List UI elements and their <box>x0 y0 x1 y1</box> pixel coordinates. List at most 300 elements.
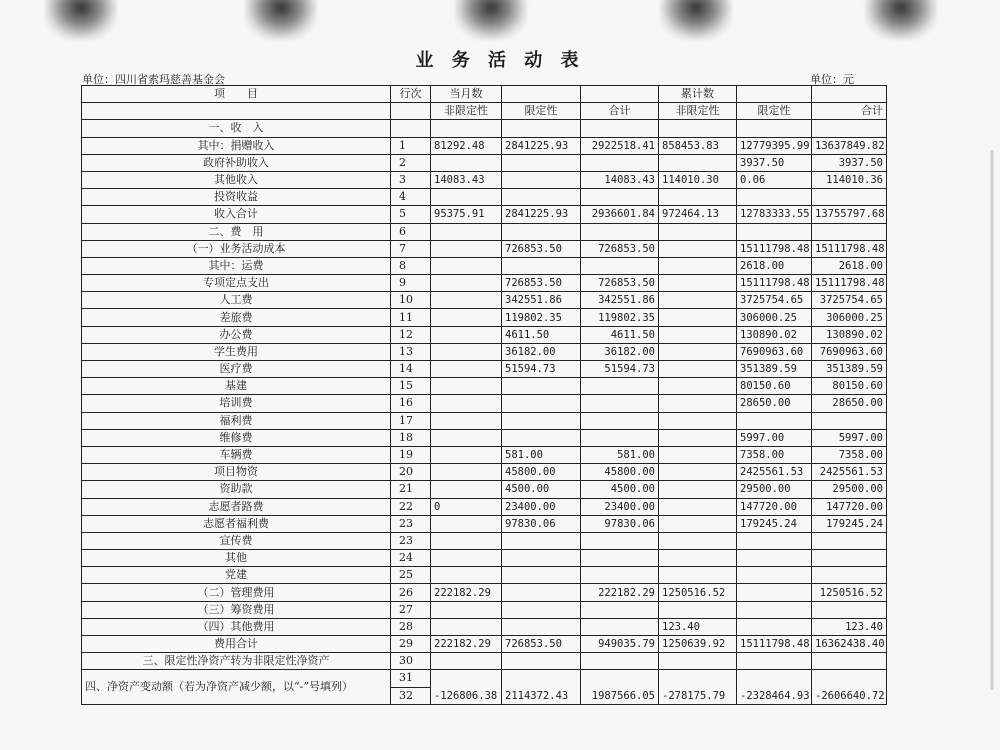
table-row <box>82 532 887 549</box>
row-line-number: 3 <box>391 171 431 188</box>
cell-cum-total: 5997.00 <box>812 429 887 446</box>
cell-cum-restricted <box>737 653 812 670</box>
cell-month-restricted: 726853.50 <box>502 275 581 292</box>
row-line-number: 21 <box>391 481 431 498</box>
cell-month-unrestricted <box>431 223 502 240</box>
table-row <box>82 343 887 360</box>
row-item-label: 人工费 <box>82 292 391 309</box>
table-row <box>82 378 887 395</box>
cell-cum-unrestricted <box>659 120 737 137</box>
row-item-label: 基建 <box>82 378 391 395</box>
row-item-label: 四、净资产变动额（若为净资产减少额，以“-”号填列） <box>82 670 391 704</box>
cell-month-total <box>581 395 659 412</box>
row-item-label: 项目物资 <box>82 464 391 481</box>
cell-month-total: 342551.86 <box>581 292 659 309</box>
table-row-net-assets <box>82 670 887 687</box>
cell-month-total <box>581 189 659 206</box>
cell-cum-unrestricted <box>659 567 737 584</box>
cell-cum-total: 7358.00 <box>812 446 887 463</box>
row-line-number: 28 <box>391 618 431 635</box>
row-line-number: 32 <box>391 687 431 704</box>
cell-cum-unrestricted <box>659 550 737 567</box>
cell-cum-unrestricted <box>659 429 737 446</box>
cell-cum-total: 1250516.52 <box>812 584 887 601</box>
cell-month-total <box>581 120 659 137</box>
header-cum-total: 合计 <box>812 103 887 120</box>
row-line-number: 6 <box>391 223 431 240</box>
cell-cum-unrestricted <box>659 601 737 618</box>
cell-cum-restricted: 3725754.65 <box>737 292 812 309</box>
cell-cum-unrestricted <box>659 412 737 429</box>
cell-cum-unrestricted <box>659 189 737 206</box>
cell-cum-unrestricted <box>659 343 737 360</box>
cell-month-restricted <box>502 171 581 188</box>
cell-cum-unrestricted: 1250516.52 <box>659 584 737 601</box>
table-row <box>82 395 887 412</box>
row-line-number: 25 <box>391 567 431 584</box>
table-row <box>82 584 887 601</box>
cell-month-unrestricted: 95375.91 <box>431 206 502 223</box>
table-row <box>82 206 887 223</box>
row-item-label: 培训费 <box>82 395 391 412</box>
cell-month-unrestricted <box>431 618 502 635</box>
cell-cum-restricted: 3937.50 <box>737 154 812 171</box>
cell-cum-total: 28650.00 <box>812 395 887 412</box>
activity-statement-table <box>81 85 887 705</box>
cell-cum-unrestricted <box>659 532 737 549</box>
cell-month-restricted: 36182.00 <box>502 343 581 360</box>
cell-cum-total: 2618.00 <box>812 257 887 274</box>
cell-month-restricted: 726853.50 <box>502 240 581 257</box>
cell-cum-total: 351389.59 <box>812 361 887 378</box>
cell-month-unrestricted <box>431 257 502 274</box>
cell-month-unrestricted: 81292.48 <box>431 137 502 154</box>
cell-month-unrestricted <box>431 361 502 378</box>
cell-cum-unrestricted: 114010.30 <box>659 171 737 188</box>
organization-unit: 单位：四川省索玛慈善基金会 <box>82 73 225 86</box>
header-month-unrestricted: 非限定性 <box>431 103 502 120</box>
scan-smudge <box>45 0 117 40</box>
row-item-label: 其中：运费 <box>82 257 391 274</box>
row-line-number: 26 <box>391 584 431 601</box>
scan-smudge <box>245 0 317 40</box>
table-row <box>82 446 887 463</box>
cell-cum-restricted: 12779395.99 <box>737 137 812 154</box>
table-row <box>82 464 887 481</box>
header-month-restricted: 限定性 <box>502 103 581 120</box>
cell-month-total <box>581 412 659 429</box>
row-line-number: 20 <box>391 464 431 481</box>
row-item-label: 费用合计 <box>82 636 391 653</box>
cell-cum-unrestricted: 1250639.92 <box>659 636 737 653</box>
cell-month-restricted: 2114372.43 <box>502 670 581 704</box>
cell-month-total <box>581 567 659 584</box>
cell-month-total: 119802.35 <box>581 309 659 326</box>
cell-cum-unrestricted <box>659 464 737 481</box>
table-row <box>82 601 887 618</box>
cell-month-restricted: 4611.50 <box>502 326 581 343</box>
cell-cum-unrestricted <box>659 653 737 670</box>
table-row <box>82 361 887 378</box>
table-row <box>82 326 887 343</box>
row-item-label: （二）管理费用 <box>82 584 391 601</box>
table-row <box>82 618 887 635</box>
row-item-label: 资助款 <box>82 481 391 498</box>
row-line-number: 7 <box>391 240 431 257</box>
cell-month-unrestricted <box>431 189 502 206</box>
cell-month-restricted <box>502 532 581 549</box>
scan-smudge <box>455 0 527 40</box>
row-item-label: 志愿者福利费 <box>82 515 391 532</box>
cell-cum-unrestricted <box>659 154 737 171</box>
cell-cum-unrestricted <box>659 326 737 343</box>
cell-month-unrestricted <box>431 429 502 446</box>
cell-month-restricted <box>502 412 581 429</box>
row-item-label: 学生费用 <box>82 343 391 360</box>
cell-cum-restricted: 2618.00 <box>737 257 812 274</box>
cell-cum-total <box>812 567 887 584</box>
cell-cum-restricted: 2425561.53 <box>737 464 812 481</box>
table-row <box>82 412 887 429</box>
row-item-label: 福利费 <box>82 412 391 429</box>
cell-cum-unrestricted <box>659 275 737 292</box>
cell-cum-unrestricted <box>659 395 737 412</box>
row-line-number: 9 <box>391 275 431 292</box>
cell-month-unrestricted <box>431 412 502 429</box>
cell-cum-unrestricted <box>659 292 737 309</box>
cell-month-unrestricted <box>431 378 502 395</box>
cell-cum-unrestricted <box>659 223 737 240</box>
cell-month-total <box>581 550 659 567</box>
row-item-label: 专项定点支出 <box>82 275 391 292</box>
cell-month-unrestricted <box>431 275 502 292</box>
cell-cum-unrestricted <box>659 361 737 378</box>
row-line-number <box>391 120 431 137</box>
cell-cum-unrestricted <box>659 309 737 326</box>
row-item-label: （一）业务活动成本 <box>82 240 391 257</box>
header-month-total: 合计 <box>581 103 659 120</box>
row-item-label: 宣传费 <box>82 532 391 549</box>
cell-cum-restricted: 15111798.48 <box>737 636 812 653</box>
document-title: 业 务 活 动 表 <box>415 50 585 71</box>
cell-cum-restricted: 5997.00 <box>737 429 812 446</box>
scan-smudge <box>865 0 937 40</box>
row-item-label: 办公费 <box>82 326 391 343</box>
cell-month-restricted <box>502 550 581 567</box>
cell-month-unrestricted: 0 <box>431 498 502 515</box>
cell-cum-total <box>812 601 887 618</box>
cell-cum-restricted: -2328464.93 <box>737 670 812 704</box>
cell-cum-unrestricted: 123.40 <box>659 618 737 635</box>
row-line-number: 10 <box>391 292 431 309</box>
cell-month-total <box>581 257 659 274</box>
cell-cum-restricted: 351389.59 <box>737 361 812 378</box>
cell-cum-restricted <box>737 120 812 137</box>
row-item-label: 政府补助收入 <box>82 154 391 171</box>
row-line-number: 30 <box>391 653 431 670</box>
cell-month-restricted: 97830.06 <box>502 515 581 532</box>
cell-cum-total: 179245.24 <box>812 515 887 532</box>
cell-cum-total: 130890.02 <box>812 326 887 343</box>
cell-cum-restricted <box>737 618 812 635</box>
row-line-number: 17 <box>391 412 431 429</box>
cell-cum-unrestricted <box>659 240 737 257</box>
row-line-number: 18 <box>391 429 431 446</box>
table-row <box>82 137 887 154</box>
cell-month-unrestricted <box>431 446 502 463</box>
cell-month-unrestricted <box>431 515 502 532</box>
cell-month-restricted <box>502 189 581 206</box>
cell-month-restricted: 581.00 <box>502 446 581 463</box>
cell-month-total: 36182.00 <box>581 343 659 360</box>
cell-month-restricted: 23400.00 <box>502 498 581 515</box>
cell-cum-total: 306000.25 <box>812 309 887 326</box>
cell-month-total: 726853.50 <box>581 240 659 257</box>
scan-smudge <box>660 0 732 40</box>
cell-month-restricted: 51594.73 <box>502 361 581 378</box>
cell-cum-total: 29500.00 <box>812 481 887 498</box>
cell-cum-restricted: 29500.00 <box>737 481 812 498</box>
cell-month-unrestricted <box>431 292 502 309</box>
row-item-label: 三、限定性净资产转为非限定性净资产 <box>82 653 391 670</box>
table-row <box>82 275 887 292</box>
cell-month-total: 4611.50 <box>581 326 659 343</box>
cell-cum-restricted <box>737 584 812 601</box>
cell-month-restricted <box>502 257 581 274</box>
cell-cum-total <box>812 223 887 240</box>
table-row <box>82 257 887 274</box>
table-row <box>82 515 887 532</box>
cell-month-total <box>581 653 659 670</box>
row-item-label: 一、收 入 <box>82 120 391 137</box>
row-line-number: 12 <box>391 326 431 343</box>
row-item-label: 维修费 <box>82 429 391 446</box>
header-cum-unrestricted: 非限定性 <box>659 103 737 120</box>
table-row <box>82 567 887 584</box>
cell-month-unrestricted <box>431 532 502 549</box>
table-row <box>82 189 887 206</box>
cell-month-restricted <box>502 653 581 670</box>
row-line-number: 15 <box>391 378 431 395</box>
cell-month-restricted <box>502 618 581 635</box>
table-row <box>82 240 887 257</box>
cell-month-unrestricted <box>431 326 502 343</box>
table-row <box>82 309 887 326</box>
cell-cum-total: 15111798.48 <box>812 240 887 257</box>
cell-cum-restricted: 130890.02 <box>737 326 812 343</box>
cell-month-total: 2936601.84 <box>581 206 659 223</box>
row-line-number: 23 <box>391 515 431 532</box>
cell-month-unrestricted <box>431 550 502 567</box>
row-line-number: 16 <box>391 395 431 412</box>
row-item-label: 差旅费 <box>82 309 391 326</box>
cell-month-restricted: 726853.50 <box>502 636 581 653</box>
cell-cum-restricted: 12783333.55 <box>737 206 812 223</box>
cell-month-total <box>581 378 659 395</box>
cell-month-total <box>581 154 659 171</box>
cell-month-unrestricted <box>431 601 502 618</box>
currency-unit: 单位：元 <box>810 73 854 86</box>
cell-month-restricted: 342551.86 <box>502 292 581 309</box>
cell-cum-restricted: 15111798.48 <box>737 275 812 292</box>
cell-cum-total <box>812 189 887 206</box>
table-row <box>82 481 887 498</box>
row-line-number: 23 <box>391 532 431 549</box>
cell-month-restricted: 2841225.93 <box>502 137 581 154</box>
row-item-label: 其中：捐赠收入 <box>82 137 391 154</box>
row-item-label: 投资收益 <box>82 189 391 206</box>
cell-cum-total: 2425561.53 <box>812 464 887 481</box>
cell-cum-total: 13637849.82 <box>812 137 887 154</box>
cell-month-restricted: 45800.00 <box>502 464 581 481</box>
cell-cum-total: 3937.50 <box>812 154 887 171</box>
cell-month-total: 726853.50 <box>581 275 659 292</box>
cell-month-unrestricted: -126806.38 <box>431 670 502 704</box>
cell-cum-unrestricted <box>659 515 737 532</box>
cell-cum-total <box>812 532 887 549</box>
cell-month-unrestricted <box>431 653 502 670</box>
header-cumulative: 累计数 <box>659 86 737 103</box>
cell-cum-total: -2606640.72 <box>812 670 887 704</box>
cell-month-total <box>581 618 659 635</box>
header-cum-restricted: 限定性 <box>737 103 812 120</box>
cell-month-unrestricted <box>431 464 502 481</box>
cell-month-total: 581.00 <box>581 446 659 463</box>
row-item-label: 医疗费 <box>82 361 391 378</box>
row-item-label: 车辆费 <box>82 446 391 463</box>
table-row <box>82 429 887 446</box>
cell-month-total: 4500.00 <box>581 481 659 498</box>
cell-month-total: 2922518.41 <box>581 137 659 154</box>
row-line-number: 1 <box>391 137 431 154</box>
cell-month-restricted <box>502 378 581 395</box>
cell-cum-restricted <box>737 223 812 240</box>
row-line-number: 27 <box>391 601 431 618</box>
row-item-label: 其他 <box>82 550 391 567</box>
scan-edge-shadow <box>990 150 994 690</box>
cell-month-restricted <box>502 567 581 584</box>
cell-cum-total: 16362438.40 <box>812 636 887 653</box>
cell-cum-restricted: 7358.00 <box>737 446 812 463</box>
cell-cum-total: 3725754.65 <box>812 292 887 309</box>
cell-month-total: 23400.00 <box>581 498 659 515</box>
row-line-number: 19 <box>391 446 431 463</box>
header-row-2 <box>82 103 887 120</box>
cell-cum-restricted: 15111798.48 <box>737 240 812 257</box>
cell-cum-total: 13755797.68 <box>812 206 887 223</box>
table-row <box>82 120 887 137</box>
header-row-1 <box>82 86 887 103</box>
row-item-label: 志愿者路费 <box>82 498 391 515</box>
row-line-number: 24 <box>391 550 431 567</box>
row-item-label: 收入合计 <box>82 206 391 223</box>
cell-month-unrestricted: 14083.43 <box>431 171 502 188</box>
cell-month-unrestricted: 222182.29 <box>431 584 502 601</box>
cell-month-unrestricted: 222182.29 <box>431 636 502 653</box>
cell-cum-total: 15111798.48 <box>812 275 887 292</box>
cell-cum-restricted: 147720.00 <box>737 498 812 515</box>
row-line-number: 22 <box>391 498 431 515</box>
cell-cum-total: 114010.36 <box>812 171 887 188</box>
cell-cum-total: 147720.00 <box>812 498 887 515</box>
cell-cum-restricted <box>737 532 812 549</box>
cell-month-total <box>581 429 659 446</box>
cell-month-unrestricted <box>431 240 502 257</box>
cell-cum-total <box>812 120 887 137</box>
header-month: 当月数 <box>431 86 502 103</box>
cell-month-restricted <box>502 429 581 446</box>
cell-month-total: 14083.43 <box>581 171 659 188</box>
cell-month-total: 1987566.05 <box>581 670 659 704</box>
cell-cum-restricted: 0.06 <box>737 171 812 188</box>
cell-cum-restricted <box>737 550 812 567</box>
cell-month-restricted: 119802.35 <box>502 309 581 326</box>
cell-month-restricted <box>502 395 581 412</box>
cell-cum-restricted <box>737 601 812 618</box>
cell-cum-total: 80150.60 <box>812 378 887 395</box>
cell-month-unrestricted <box>431 343 502 360</box>
cell-month-unrestricted <box>431 154 502 171</box>
header-line: 行次 <box>391 86 431 103</box>
cell-month-total: 97830.06 <box>581 515 659 532</box>
cell-month-unrestricted <box>431 309 502 326</box>
cell-month-total: 222182.29 <box>581 584 659 601</box>
cell-cum-total: 123.40 <box>812 618 887 635</box>
row-item-label: （四）其他费用 <box>82 618 391 635</box>
table-row <box>82 636 887 653</box>
table-row <box>82 292 887 309</box>
row-line-number: 4 <box>391 189 431 206</box>
table-row <box>82 653 887 670</box>
cell-cum-total: 7690963.60 <box>812 343 887 360</box>
table-row <box>82 498 887 515</box>
cell-cum-restricted: 28650.00 <box>737 395 812 412</box>
cell-month-restricted <box>502 601 581 618</box>
cell-month-restricted <box>502 584 581 601</box>
cell-month-restricted: 4500.00 <box>502 481 581 498</box>
table-row <box>82 223 887 240</box>
cell-cum-unrestricted: 972464.13 <box>659 206 737 223</box>
row-line-number: 29 <box>391 636 431 653</box>
row-item-label: 其他收入 <box>82 171 391 188</box>
cell-cum-unrestricted <box>659 498 737 515</box>
cell-month-total <box>581 223 659 240</box>
cell-month-restricted <box>502 223 581 240</box>
row-line-number: 13 <box>391 343 431 360</box>
row-line-number: 5 <box>391 206 431 223</box>
cell-cum-total <box>812 653 887 670</box>
cell-month-restricted <box>502 120 581 137</box>
cell-cum-unrestricted <box>659 378 737 395</box>
cell-month-unrestricted <box>431 481 502 498</box>
cell-cum-restricted <box>737 412 812 429</box>
cell-month-total <box>581 532 659 549</box>
cell-month-total <box>581 601 659 618</box>
cell-month-restricted: 2841225.93 <box>502 206 581 223</box>
row-item-label: （三）筹资费用 <box>82 601 391 618</box>
cell-cum-unrestricted <box>659 446 737 463</box>
row-line-number: 8 <box>391 257 431 274</box>
cell-cum-restricted: 7690963.60 <box>737 343 812 360</box>
header-item: 项 目 <box>82 86 391 103</box>
cell-month-total: 51594.73 <box>581 361 659 378</box>
row-line-number: 14 <box>391 361 431 378</box>
table-row <box>82 550 887 567</box>
cell-month-restricted <box>502 154 581 171</box>
row-line-number: 11 <box>391 309 431 326</box>
row-item-label: 党建 <box>82 567 391 584</box>
cell-cum-unrestricted <box>659 257 737 274</box>
